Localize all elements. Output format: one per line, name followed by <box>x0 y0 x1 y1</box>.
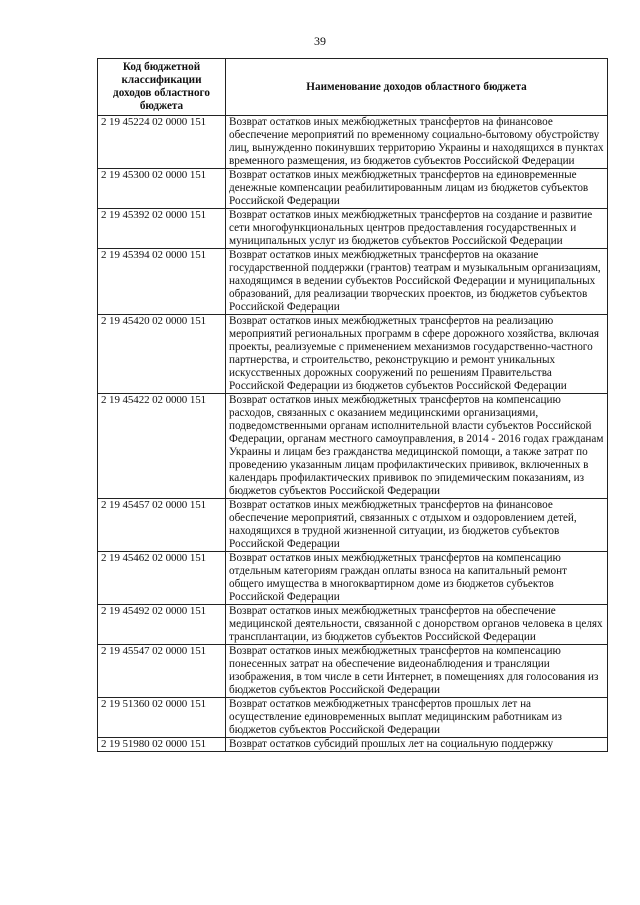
budget-code-cell: 2 19 45300 02 0000 151 <box>98 169 226 209</box>
budget-code-cell: 2 19 45457 02 0000 151 <box>98 499 226 552</box>
revenue-name-cell: Возврат остатков межбюджетных трансфертов прошлых лет на осуществление единовременных выплат медицинским работникам из бюджетов субъектов Российской Федерации <box>226 698 608 738</box>
code-column-header: Код бюджетной классификации доходов областного бюджета <box>98 59 226 116</box>
budget-code-cell: 2 19 51980 02 0000 151 <box>98 738 226 752</box>
budget-code-cell: 2 19 45392 02 0000 151 <box>98 209 226 249</box>
budget-code-cell: 2 19 45394 02 0000 151 <box>98 249 226 315</box>
table-row <box>98 698 608 738</box>
table-row <box>98 394 608 499</box>
table-row <box>98 169 608 209</box>
revenue-name-cell: Возврат остатков иных межбюджетных трансфертов на финансовое обеспечение мероприятий, связанных с отдыхом и оздоровлением детей, находящихся в трудной жизненной ситуации, из бюджетов субъектов Российской Федерации <box>226 499 608 552</box>
revenue-name-cell: Возврат остатков субсидий прошлых лет на социальную поддержку <box>226 738 608 752</box>
table-row <box>98 249 608 315</box>
revenue-name-cell: Возврат остатков иных межбюджетных трансфертов на компенсацию отдельным категориям граждан оплаты взноса на капитальный ремонт общего имущества в многоквартирном доме из бюджетов субъектов Российской Федерации <box>226 552 608 605</box>
revenue-name-cell: Возврат остатков иных межбюджетных трансфертов на финансовое обеспечение мероприятий по временному социально-бытовому обустройству лиц, вынужденно покинувших территорию Украины и находящихся в пунктах временного размещения, из бюджетов субъектов Российской Федерации <box>226 116 608 169</box>
table-row <box>98 209 608 249</box>
table-row <box>98 552 608 605</box>
table-row <box>98 738 608 752</box>
revenue-name-cell: Возврат остатков иных межбюджетных трансфертов на создание и развитие сети многофункциональных центров предоставления государственных и муниципальных услуг из бюджетов субъектов Российской Федерации <box>226 209 608 249</box>
revenue-name-cell: Возврат остатков иных межбюджетных трансфертов на реализацию мероприятий региональных программ в сфере дорожного хозяйства, включая проекты, реализуемые с применением механизмов государственно-частного партнерства, и строительство, реконструкцию и ремонт уникальных искусственных дорожных сооружений по решениям Правительства Российской Федерации из бюджетов субъектов Российской Федерации <box>226 315 608 394</box>
table-header-row <box>98 59 608 116</box>
budget-code-cell: 2 19 45547 02 0000 151 <box>98 645 226 698</box>
budget-code-cell: 2 19 45420 02 0000 151 <box>98 315 226 394</box>
budget-code-cell: 2 19 45492 02 0000 151 <box>98 605 226 645</box>
revenue-name-cell: Возврат остатков иных межбюджетных трансфертов на обеспечение медицинской деятельности, связанной с донорством органов человека в целях трансплантации, из бюджетов субъектов Российской Федерации <box>226 605 608 645</box>
budget-code-cell: 2 19 45224 02 0000 151 <box>98 116 226 169</box>
table-row <box>98 499 608 552</box>
table-row <box>98 116 608 169</box>
budget-classification-table <box>97 58 608 752</box>
page-number: 39 <box>314 34 326 48</box>
name-column-header: Наименование доходов областного бюджета <box>226 59 608 116</box>
table-row <box>98 605 608 645</box>
budget-code-cell: 2 19 51360 02 0000 151 <box>98 698 226 738</box>
budget-code-cell: 2 19 45422 02 0000 151 <box>98 394 226 499</box>
table-row <box>98 315 608 394</box>
revenue-name-cell: Возврат остатков иных межбюджетных трансфертов на компенсацию понесенных затрат на обеспечение видеонаблюдения и трансляции изображения, в том числе в сети Интернет, в помещениях для голосования из бюджетов субъектов Российской Федерации <box>226 645 608 698</box>
table-row <box>98 645 608 698</box>
revenue-name-cell: Возврат остатков иных межбюджетных трансфертов на единовременные денежные компенсации реабилитированным лицам из бюджетов субъектов Российской Федерации <box>226 169 608 209</box>
revenue-name-cell: Возврат остатков иных межбюджетных трансфертов на компенсацию расходов, связанных с оказанием медицинскими организациями, подведомственными органам исполнительной власти субъектов Российской Федерации, органам местного самоуправления, в 2014 - 2016 годах гражданам Украины и лицам без гражданства медицинской помощи, а также затрат по проведению указанным лицам профилактических прививок, включенных в календарь профилактических прививок по эпидемическим показаниям, из бюджетов субъектов Российской Федерации <box>226 394 608 499</box>
revenue-name-cell: Возврат остатков иных межбюджетных трансфертов на оказание государственной поддержки (грантов) театрам и музыкальным организациям, находящимся в ведении субъектов Российской Федерации и муниципальных образований, для реализации творческих проектов, из бюджетов субъектов Российской Федерации <box>226 249 608 315</box>
budget-code-cell: 2 19 45462 02 0000 151 <box>98 552 226 605</box>
